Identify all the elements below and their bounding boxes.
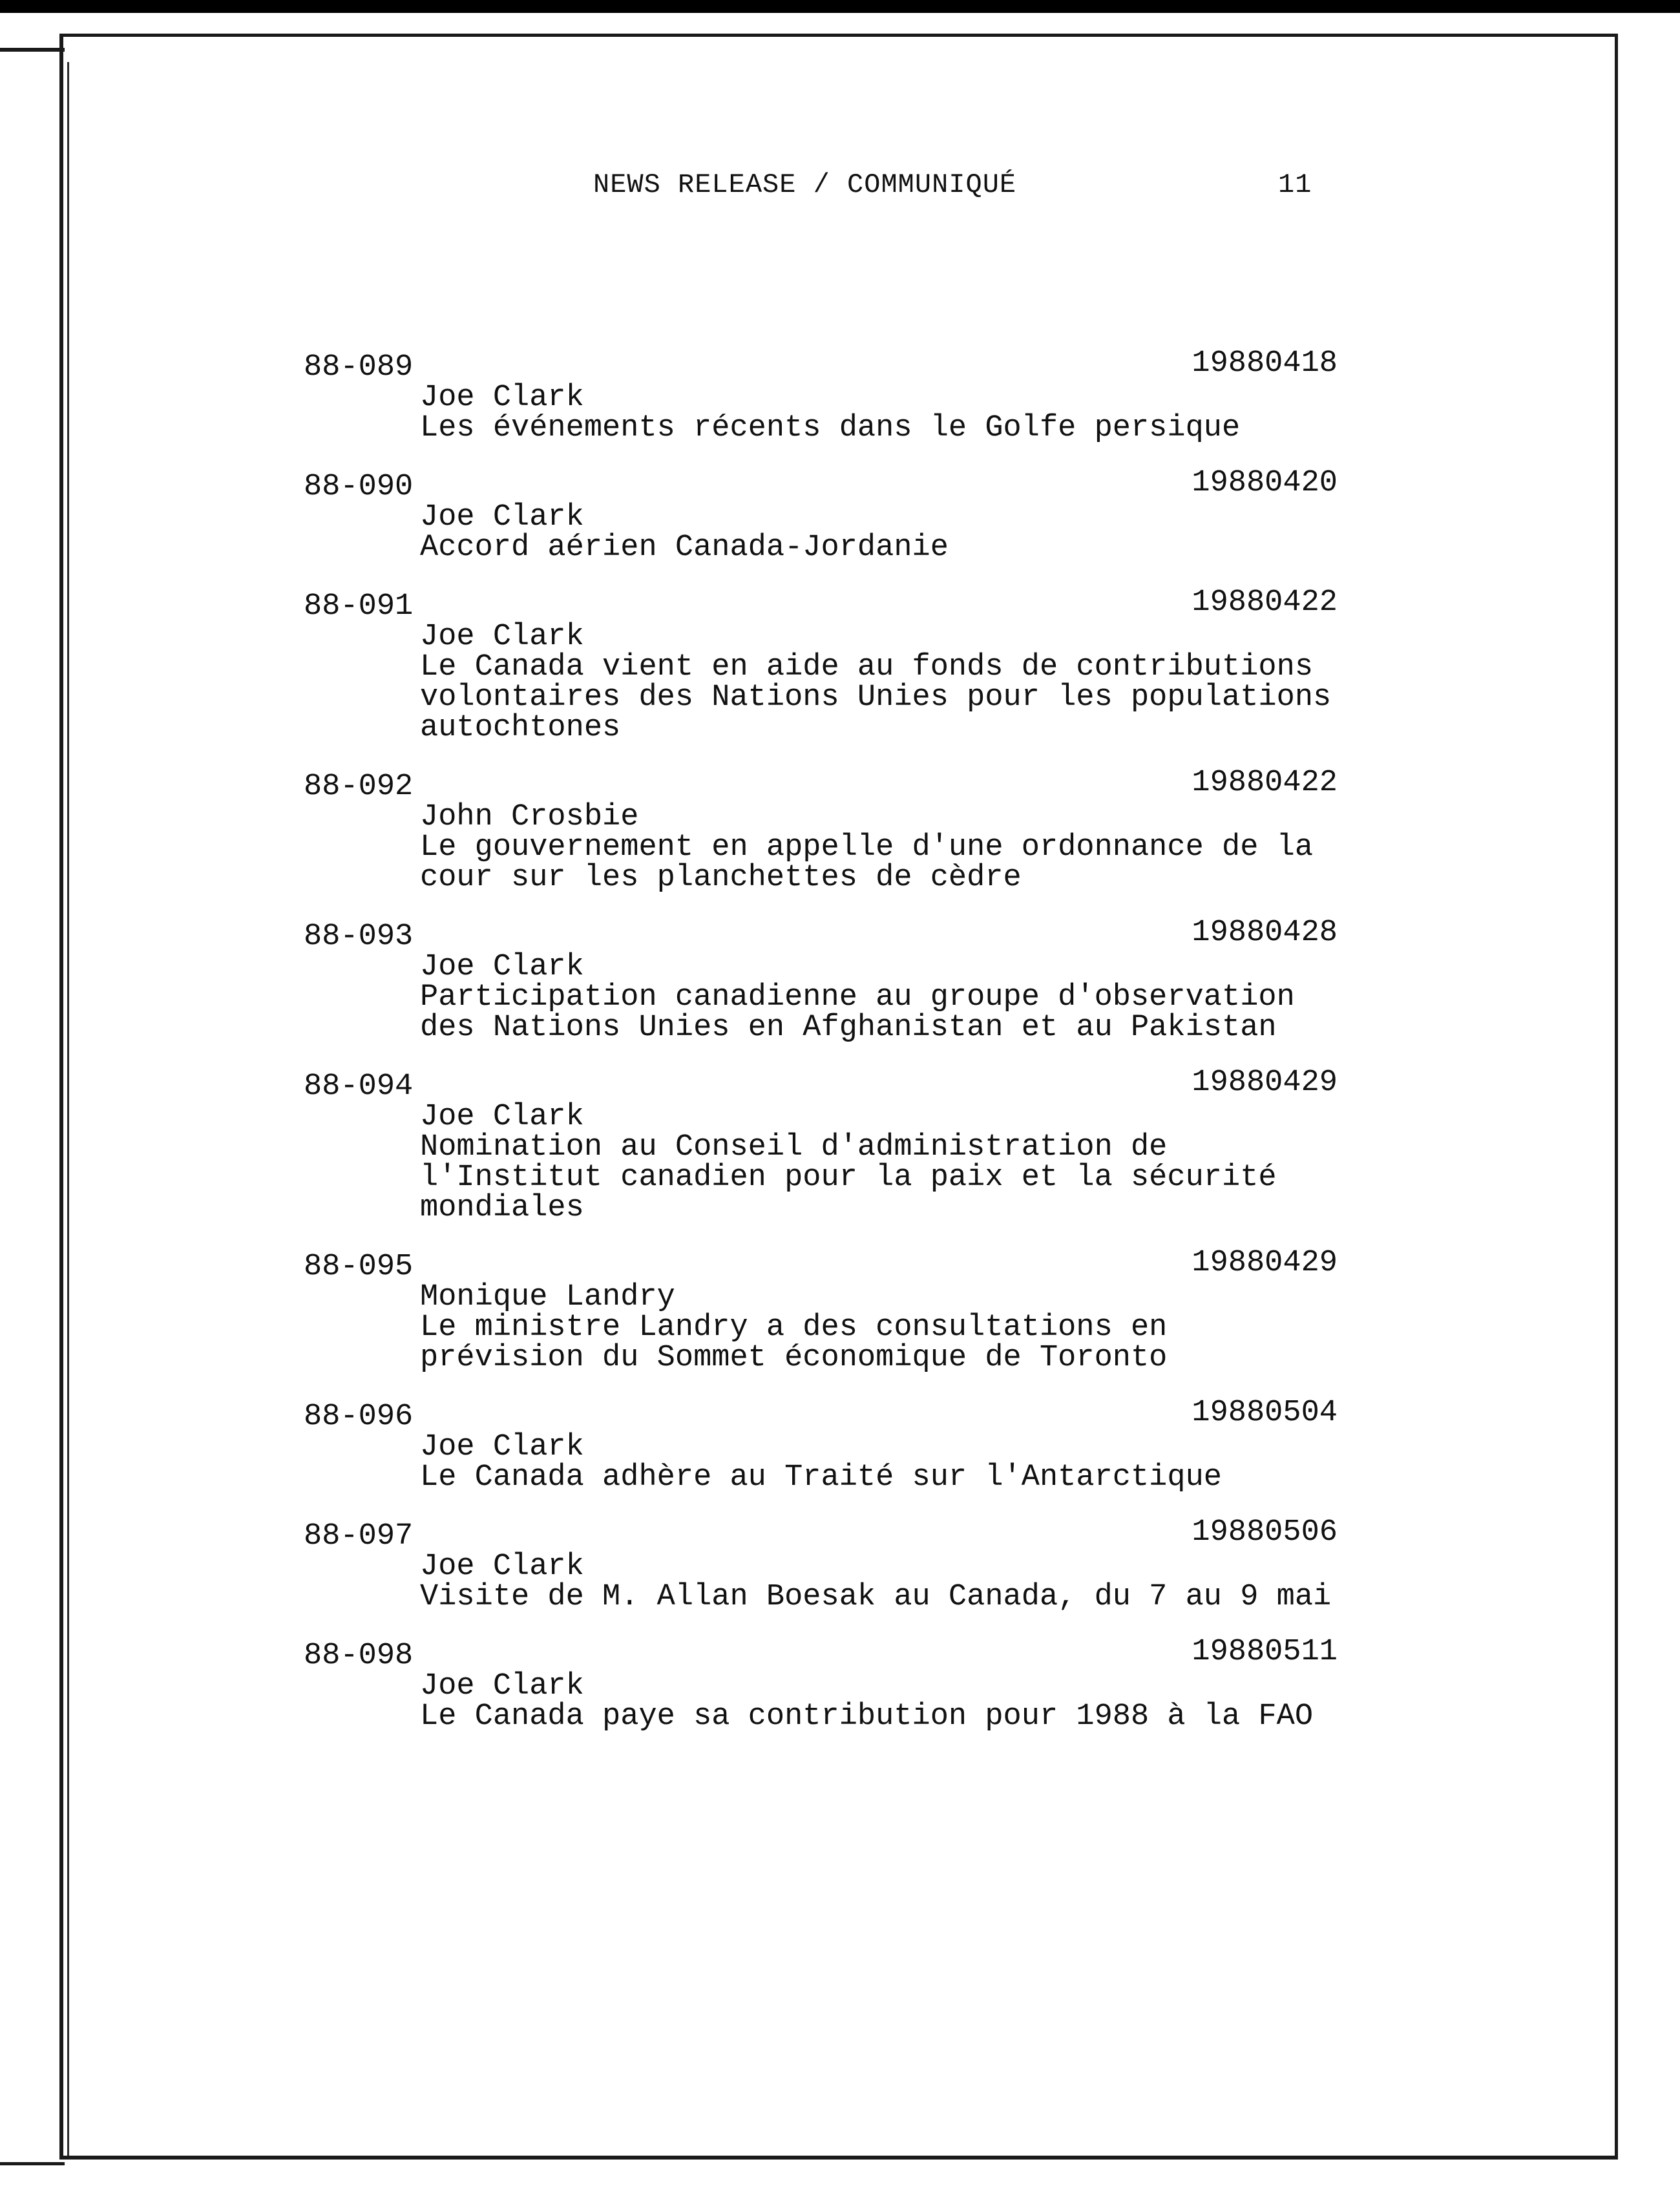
release-minister: Joe Clark: [420, 381, 584, 415]
release-title: Le Canada paye sa contribution pour 1988 à la FAO: [420, 1699, 1314, 1734]
release-minister: Joe Clark: [420, 950, 584, 984]
release-entry: [304, 766, 1434, 895]
release-entry: [304, 585, 1434, 745]
release-date: 19880420: [1192, 466, 1338, 500]
release-list: [304, 346, 1434, 1760]
page-frame-shadow: [67, 62, 69, 2156]
release-number: 88-098: [304, 1639, 414, 1673]
release-entry: [304, 466, 1434, 565]
release-number: 88-096: [304, 1400, 414, 1434]
release-date: 19880511: [1192, 1635, 1338, 1669]
release-number: 88-097: [304, 1519, 414, 1553]
release-number: 88-092: [304, 770, 414, 804]
release-minister: Joe Clark: [420, 1100, 584, 1134]
release-title: Le Canada vient en aide au fonds de contributions volontaires des Nations Unies pour les populations autochtones: [420, 650, 1332, 745]
release-minister: Joe Clark: [420, 500, 584, 534]
release-title: Participation canadienne au groupe d'observation des Nations Unies en Afghanistan et au Pakistan: [420, 980, 1295, 1045]
release-entry: [304, 1246, 1434, 1375]
release-number: 88-089: [304, 350, 414, 384]
release-date: 19880506: [1192, 1515, 1338, 1550]
release-number: 88-090: [304, 470, 414, 504]
release-date: 19880429: [1192, 1246, 1338, 1280]
release-minister: Monique Landry: [420, 1280, 675, 1314]
page-header: [0, 169, 1680, 208]
release-date: 19880428: [1192, 916, 1338, 950]
release-entry: [304, 1066, 1434, 1225]
scan-frame-notch-bottom: [0, 2162, 65, 2165]
release-entry: [304, 916, 1434, 1045]
release-minister: John Crosbie: [420, 800, 639, 834]
release-date: 19880504: [1192, 1396, 1338, 1430]
release-title: Les événements récents dans le Golfe persique: [420, 411, 1241, 445]
release-date: 19880422: [1192, 585, 1338, 620]
header-title: NEWS RELEASE / COMMUNIQUÉ: [593, 169, 1017, 200]
release-title: Le Canada adhère au Traité sur l'Antarctique: [420, 1460, 1223, 1495]
release-number: 88-093: [304, 920, 414, 954]
release-date: 19880429: [1192, 1066, 1338, 1100]
release-title: Visite de M. Allan Boesak au Canada, du 7 au 9 mai: [420, 1580, 1332, 1614]
release-number: 88-094: [304, 1069, 414, 1104]
release-entry: [304, 346, 1434, 445]
release-minister: Joe Clark: [420, 1669, 584, 1703]
release-date: 19880422: [1192, 766, 1338, 800]
scan-top-border: [0, 0, 1680, 13]
release-number: 88-091: [304, 589, 414, 624]
release-title: Nomination au Conseil d'administration de l'Institut canadien pour la paix et la sécurité mondiales: [420, 1130, 1277, 1225]
release-minister: Joe Clark: [420, 1430, 584, 1464]
release-minister: Joe Clark: [420, 620, 584, 654]
release-title: Accord aérien Canada-Jordanie: [420, 531, 949, 565]
release-minister: Joe Clark: [420, 1550, 584, 1584]
scan-frame-notch-top: [0, 48, 65, 52]
release-title: Le ministre Landry a des consultations en prévision du Sommet économique de Toronto: [420, 1310, 1168, 1375]
release-entry: [304, 1635, 1434, 1734]
release-date: 19880418: [1192, 346, 1338, 381]
release-title: Le gouvernement en appelle d'une ordonnance de la cour sur les planchettes de cèdre: [420, 830, 1314, 895]
release-number: 88-095: [304, 1250, 414, 1284]
page-number: 11: [1278, 169, 1312, 200]
release-entry: [304, 1396, 1434, 1495]
release-entry: [304, 1515, 1434, 1614]
